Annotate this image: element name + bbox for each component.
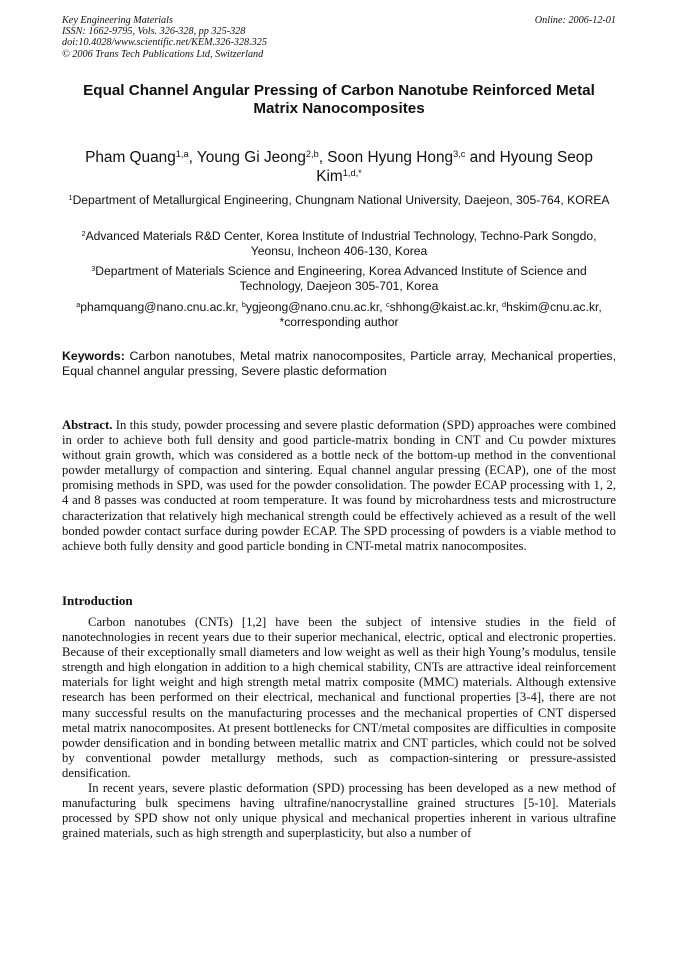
affiliation-1: $^1$Department of Metallurgical Engineering, Chungnam National University, Daejeon, 305-764, KOREA: [68, 193, 610, 207]
email-list: $^a$phamquang@nano.cnu.ac.kr, $^b$ygjeong@nano.cnu.ac.kr, $^c$shhong@kaist.ac.kr, $^d$hskim@cnu.ac.kr, *corresponding author: [76, 300, 602, 329]
email-link[interactable]: $^b$ygjeong@nano.cnu.ac.kr: [241, 300, 380, 314]
paragraph: Carbon nanotubes (CNTs) [1,2] have been the subject of intensive studies in the field of nanotechnologies in recent years due to their superior mechanical, electric, optical and electronic properties. Because of their exceptionally small diameters and low weight as well as their high Young’s modulus, tensile strength and high elongation in addition to a high chemical stability, CNTs are attractive ideal reinforcement materials for light weight and high strength metal matrix composite (MMC) materials. Although extensive research has been performed on their electrical, mechanical and functional properties [3-4], there are not many successful results on the manufacturing processes and the mechanical properties of CNT dispersed metal matrix nanocomposites. At present bottlenecks for CNT/metal composites are difficulties in composite powder densification and in bonding between metallic matrix and CNT particles, which could not be solved by conventional powder metallurgy methods, such as compaction-sintering or pressure-assisted densification.: [62, 615, 616, 780]
keywords-text: Carbon nanotubes, Metal matrix nanocomposites, Particle array, Mechanical properties, Equal channel angular pressing, Severe plastic deformation: [62, 349, 616, 378]
abstract-label: Abstract.: [62, 418, 113, 432]
keywords-label: Keywords:: [62, 349, 125, 363]
paper-title: Equal Channel Angular Pressing of Carbon Nanotube Reinforced Metal Matrix Nanocomposites: [83, 82, 595, 117]
author-list: Pham Quang$^{1,a}$, Young Gi Jeong$^{2,b}$, Soon Hyung Hong$^{3,c}$ and Hyoung Seop Kim$^{1,d,*}$: [85, 148, 593, 185]
paragraph: In recent years, severe plastic deformation (SPD) processing has been developed as a new method of manufacturing bulk specimens having ultrafine/nanocrystalline grained structures [5-10]. Materials processed by SPD show not only unique physical and mechanical properties inherent in various ultrafine grained materials, such as high strength and superplasticity, but also a number of: [62, 781, 616, 841]
keywords-block: [62, 349, 616, 379]
corresponding-note: *corresponding author: [279, 315, 399, 329]
author: Hyoung Seop Kim$^{1,d,*}$: [316, 149, 593, 185]
abstract-text: In this study, powder processing and severe plastic deformation (SPD) approaches were combined in order to achieve both full density and good particle-matrix bonding in CNT and Cu powder mixtures without grain growth, which was considered as a bottle neck of the bottom-up method in the conventional powder metallurgy of compaction and sintering. Equal channel angular pressing (ECAP), one of the most promising methods in SPD, was used for the powder consolidation. The powder ECAP processing with 1, 2, 4 and 8 passes was conducted at room temperature. It was found by microhardness tests and microstructure characterization that relatively high mechanical strength could be effectively achieved as a result of the well bonded powder contact surface during powder ECAP. The SPD processing of powders is a viable method to achieve both fully density and good particle bonding in CNT-metal matrix nanocomposites.: [62, 418, 616, 553]
affiliation-3: $^3$Department of Materials Science and Engineering, Korea Advanced Institute of Science and Technology, Daejeon 305-701, Korea: [91, 264, 587, 293]
email-link[interactable]: $^a$phamquang@nano.cnu.ac.kr: [76, 300, 236, 314]
introduction-body: [62, 615, 616, 841]
journal-name: Key Engineering Materials: [62, 15, 173, 26]
journal-header: [62, 15, 616, 60]
affiliation-2: $^2$Advanced Materials R&D Center, Korea Institute of Industrial Technology, Techno-Park Songdo, Yeonsu, Incheon 406-130, Korea: [81, 229, 597, 258]
abstract-block: [62, 418, 616, 554]
issn-line: ISSN: 1662-9795, Vols. 326-328, pp 325-328: [62, 26, 246, 38]
copyright-line: © 2006 Trans Tech Publications Ltd, Switzerland: [62, 48, 264, 60]
author: Soon Hyung Hong$^{3,c}$: [327, 148, 466, 166]
author: Young Gi Jeong$^{2,b}$: [196, 148, 319, 166]
section-heading: Introduction: [62, 593, 133, 608]
email-link[interactable]: $^c$shhong@kaist.ac.kr: [385, 300, 496, 314]
email-link[interactable]: $^d$hskim@cnu.ac.kr: [502, 300, 599, 314]
doi-line[interactable]: doi:10.4028/www.scientific.net/KEM.326-328.325: [62, 37, 267, 49]
online-date: Online: 2006-12-01: [534, 15, 616, 26]
author: Pham Quang$^{1,a}$: [85, 148, 189, 166]
